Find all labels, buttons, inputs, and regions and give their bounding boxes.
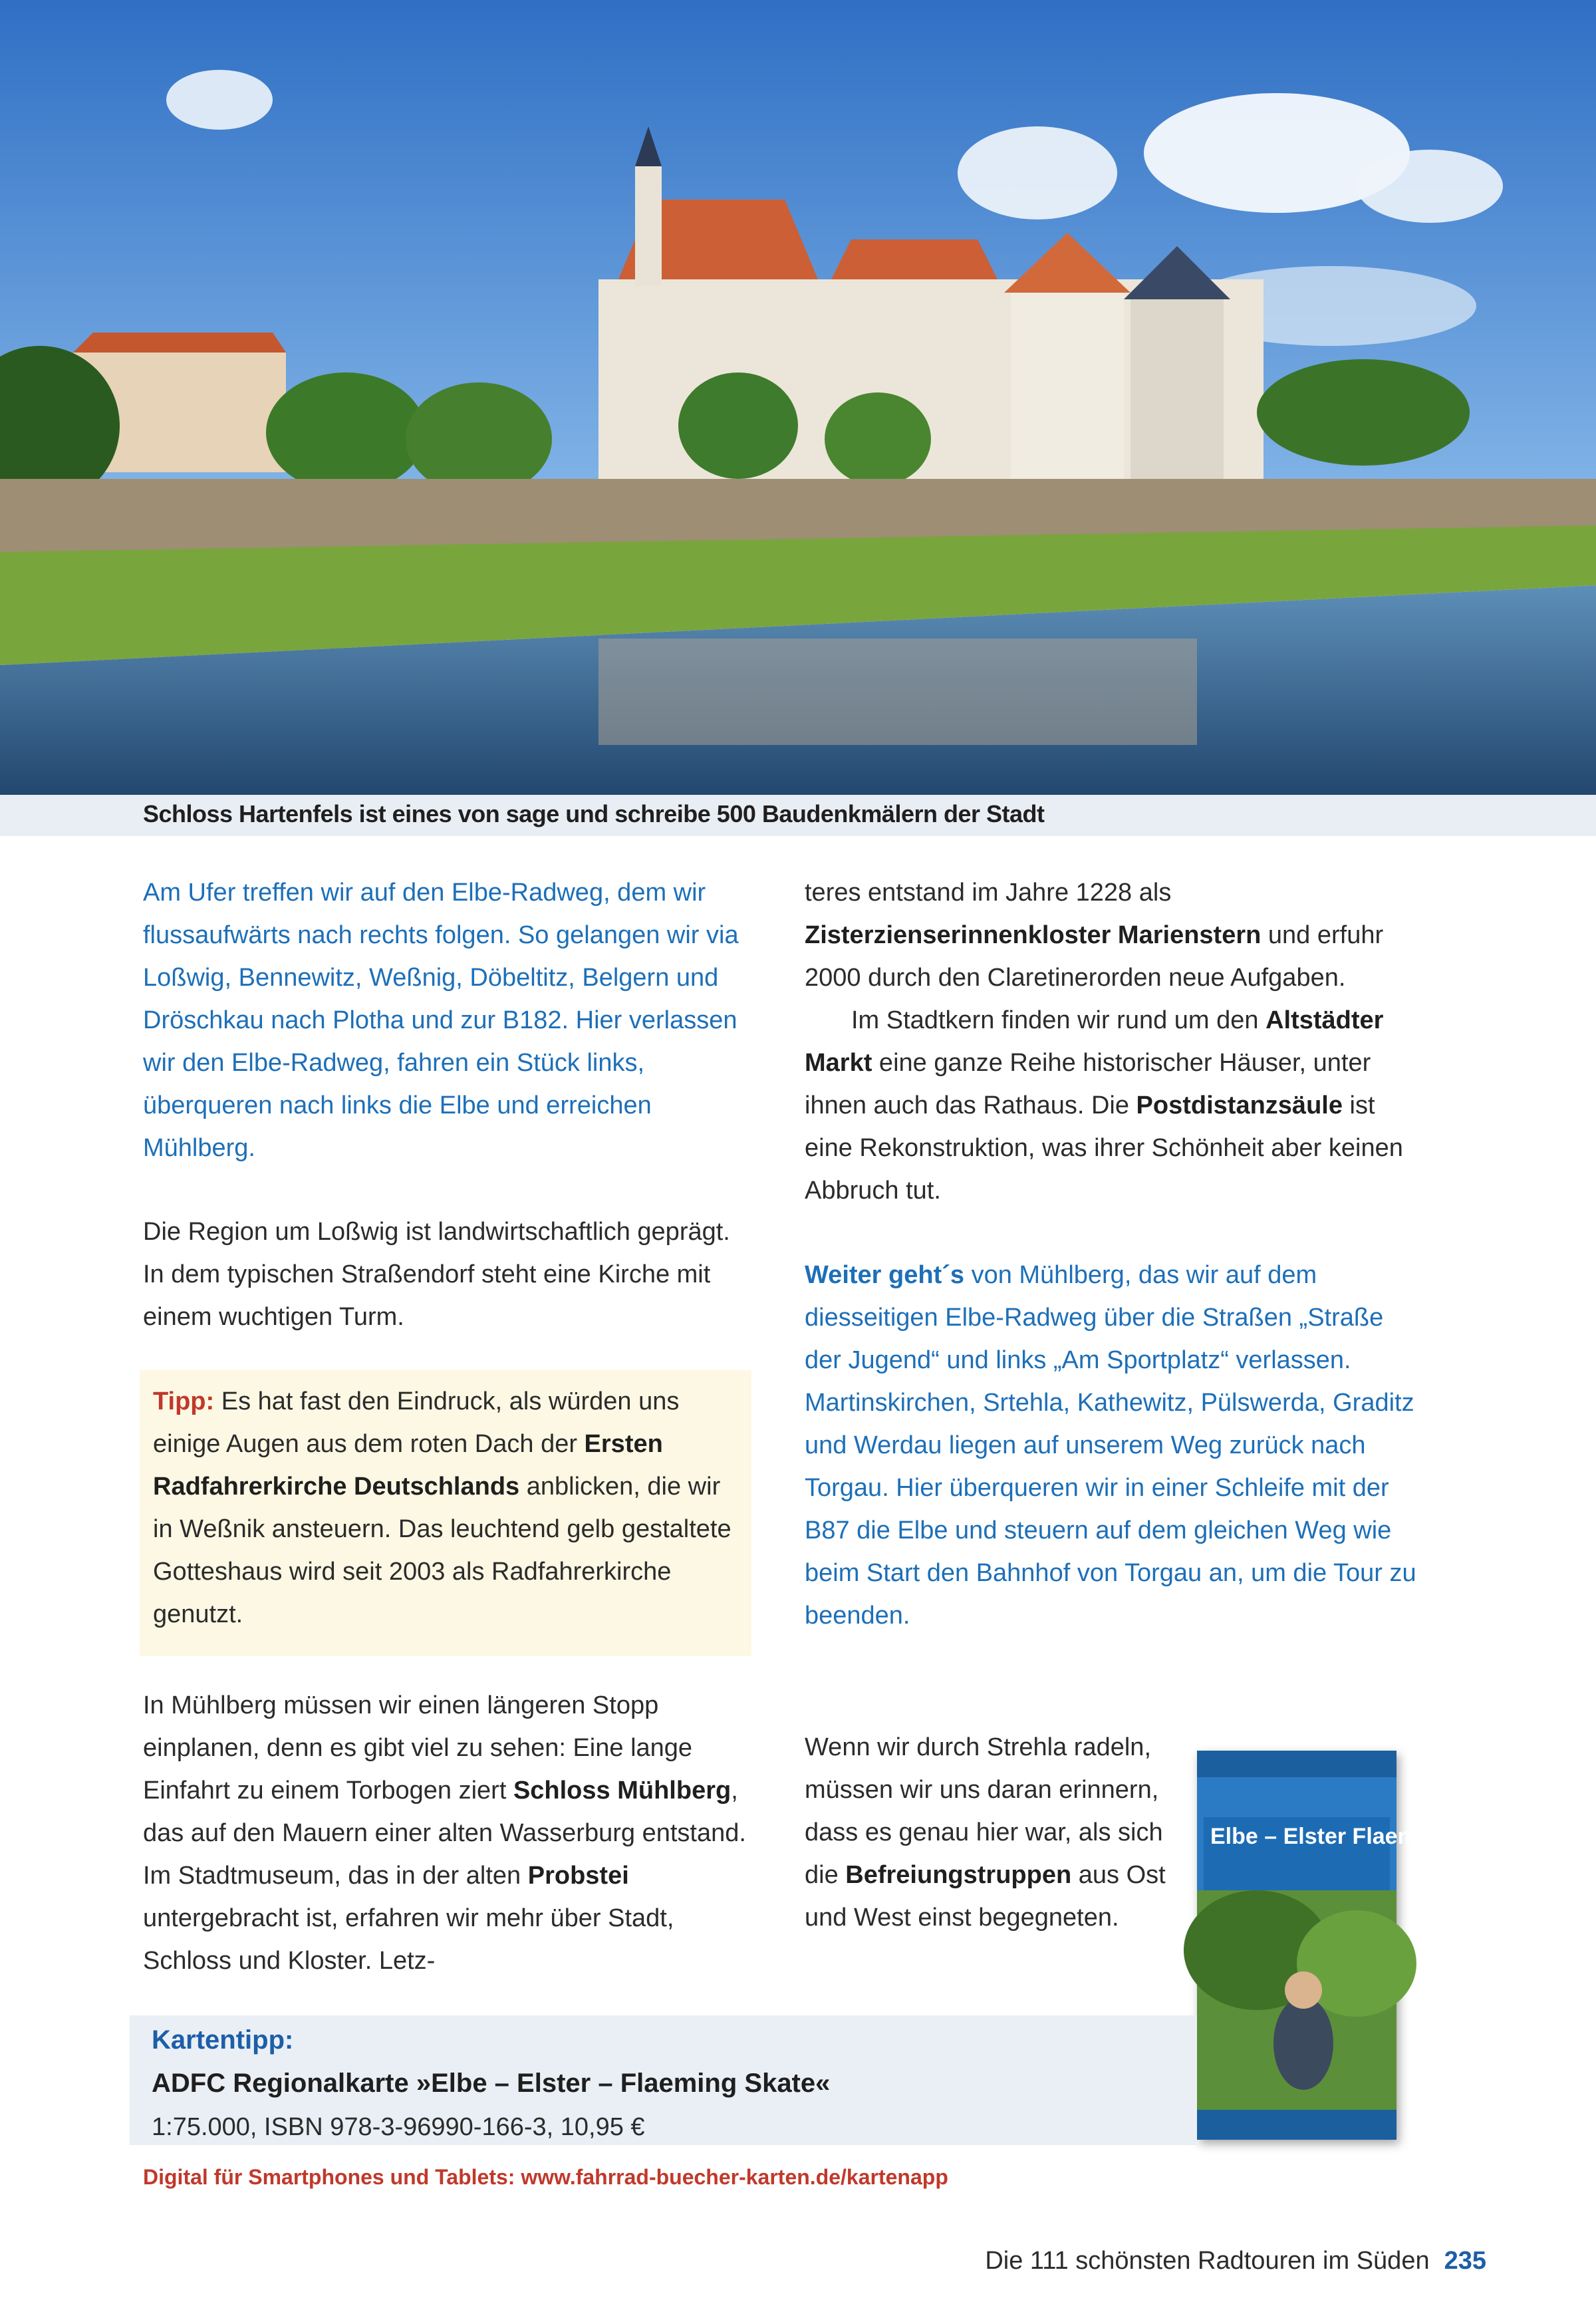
stadtkern-text-post: ist eine Rekonstruktion, was ihrer Schönheit aber keinen Abbruch tut. bbox=[805, 1091, 1403, 1205]
region-paragraph: Die Region um Loßwig ist landwirtschaftlich geprägt. In dem typischen Straßendorf steht eine Kirche mit einem wuchtigen Turm. bbox=[143, 1218, 730, 1331]
page-footer bbox=[985, 2247, 1486, 2275]
tip-label: Tipp: bbox=[153, 1387, 215, 1415]
kloster-paragraph bbox=[805, 871, 1416, 999]
strehla-paragraph bbox=[805, 1726, 1177, 1939]
stadtkern-paragraph bbox=[805, 999, 1416, 1212]
kloster-bold: Zisterzienserinnenkloster Marienstern bbox=[805, 921, 1262, 949]
muehlberg-text-post: untergebracht ist, erfahren wir mehr über Stadt, Schloss und Kloster. Letz- bbox=[143, 1904, 674, 1975]
tip-text-post: anblicken, die wir in Weßnik ansteuern. Das leuchtend gelb gestaltete Gotteshaus wird seit 2003 als Radfahrerkirche genutzt. bbox=[153, 1473, 732, 1628]
page-number: 235 bbox=[1444, 2247, 1486, 2275]
book-title: Die 111 schönsten Radtouren im Süden bbox=[985, 2247, 1430, 2275]
muehlberg-text-mid: , das auf den Mauern einer alten Wasserburg entstand. Im Stadtmuseum, das in der alten bbox=[143, 1777, 746, 1890]
stadtkern-bold-saeule: Postdistanzsäule bbox=[1136, 1091, 1343, 1119]
map-tip-heading: Kartentipp: bbox=[152, 2025, 294, 2055]
weiter-text: von Mühlberg, das wir auf dem diesseitigen Elbe-Radweg über die Straßen „Straße der Jugend“ und links „Am Sportplatz“ verlassen. Martinskirchen, Srtehla, Kathewitz, Pülswerda, Graditz und Werdau liegen auf unserem Weg zurück nach Torgau. Hier überqueren wir in einer Schleife mit der B87 die Elbe und steuern auf dem gleichen Weg wie beim Start den Bahnhof von Torgau an, um die Tour zu beenden. bbox=[805, 1261, 1416, 1630]
stadtkern-bold-markt: Altstädter Markt bbox=[805, 1006, 1384, 1077]
intro-paragraph: Am Ufer treffen wir auf den Elbe-Radweg, dem wir flussaufwärts nach rechts folgen. So gelangen wir via Loßwig, Bennewitz, Weßnig, Döbeltitz, Belgern und Dröschkau nach Plotha und zur B182. Hier verlassen wir den Elbe-Radweg, fahren ein Stück links, überqueren nach links die Elbe und erreichen Mühlberg. bbox=[143, 879, 739, 1162]
map-tip-title: ADFC Regionalkarte »Elbe – Elster – Flaeming Skate« bbox=[152, 2069, 831, 2098]
strehla-text-post: aus Ost und West einst begegneten. bbox=[805, 1861, 1166, 1932]
map-digital-link[interactable]: Digital für Smartphones und Tablets: www.fahrrad-buecher-karten.de/kartenapp bbox=[143, 2165, 948, 2189]
muehlberg-paragraph bbox=[143, 1684, 755, 1982]
left-column bbox=[143, 871, 755, 1169]
right-column bbox=[805, 871, 1416, 1212]
region-paragraph-wrap bbox=[143, 1211, 755, 1338]
muehlberg-bold-castle: Schloss Mühlberg bbox=[513, 1777, 732, 1805]
strehla-bold: Befreiungstruppen bbox=[845, 1861, 1072, 1889]
stadtkern-text-mid: eine ganze Reihe historischer Häuser, unter ihnen auch das Rathaus. Die bbox=[805, 1049, 1371, 1119]
map-cover-icon bbox=[1197, 1751, 1518, 2140]
map-cover-image bbox=[1197, 1751, 1518, 2140]
muehlberg-bold-probstei: Probstei bbox=[527, 1862, 629, 1890]
map-cover-title: Elbe – Elster Flaeming Skate bbox=[1210, 1824, 1518, 1849]
weiter-bold: Weiter geht´s bbox=[805, 1261, 965, 1289]
tip-paragraph bbox=[153, 1380, 738, 1636]
kloster-text-post: und erfuhr 2000 durch den Claretinerorden neue Aufgaben. bbox=[805, 921, 1384, 992]
tip-text-pre: Es hat fast den Eindruck, als würden uns einige Augen aus dem roten Dach der bbox=[153, 1387, 680, 1458]
castle-river-photo-icon bbox=[0, 0, 1596, 795]
hero-photo bbox=[0, 0, 1596, 795]
stadtkern-text-pre: Im Stadtkern finden wir rund um den bbox=[851, 1006, 1266, 1034]
map-tip-meta: 1:75.000, ISBN 978-3-96990-166-3, 10,95 € bbox=[152, 2113, 645, 2141]
kloster-text-pre: teres entstand im Jahre 1228 als bbox=[805, 879, 1172, 907]
weiter-paragraph bbox=[805, 1254, 1416, 1637]
muehlberg-text-pre: In Mühlberg müssen wir einen längeren Stopp einplanen, denn es gibt viel zu sehen: Eine lange Einfahrt zu einem Torbogen ziert bbox=[143, 1691, 693, 1805]
tip-bold: Ersten Radfahrerkirche Deutschlands bbox=[153, 1430, 663, 1501]
photo-caption: Schloss Hartenfels ist eines von sage und schreibe 500 Baudenkmälern der Stadt bbox=[143, 800, 1045, 827]
strehla-text-pre: Wenn wir durch Strehla radeln, müssen wir uns daran erinnern, dass es genau hier war, als sich die bbox=[805, 1733, 1163, 1889]
